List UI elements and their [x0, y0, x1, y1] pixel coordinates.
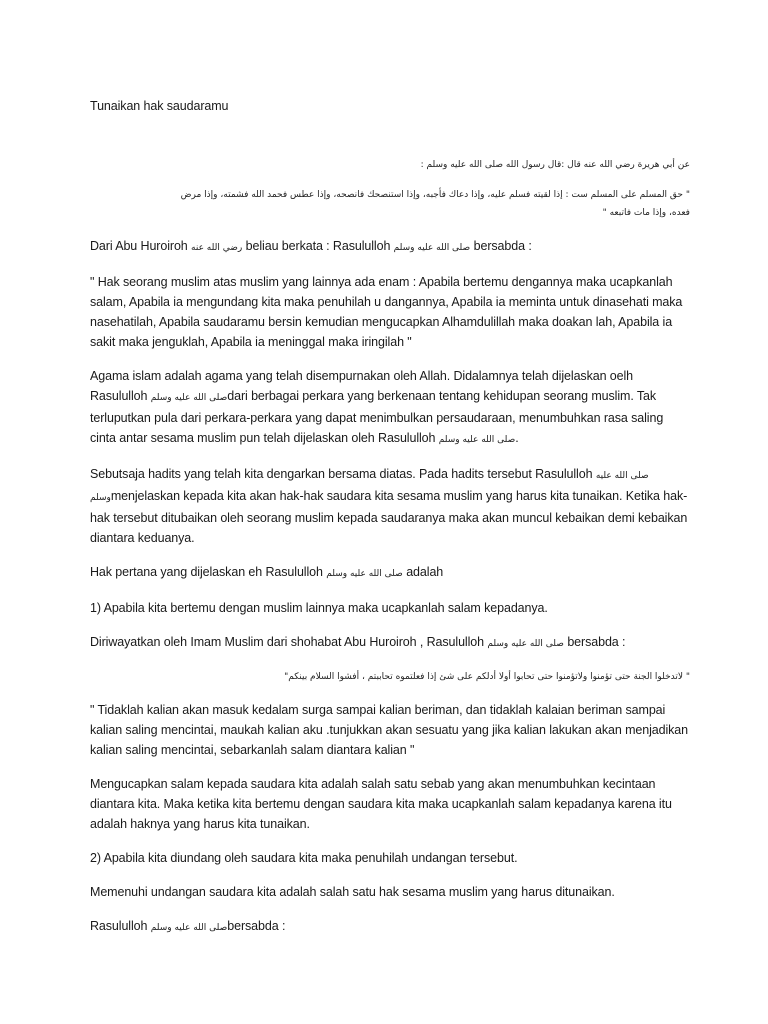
arabic-hadith-block [90, 186, 690, 222]
paragraph-narration-muslim [90, 632, 690, 654]
paragraph-narrator [90, 236, 690, 258]
list-item-1: 1) Apabila kita bertemu dengan muslim lainnya maka ucapkanlah salam kepadanya. [90, 601, 548, 615]
paragraph-first-right [90, 562, 690, 584]
arabic-honorific: صلى الله عليه وسلم [487, 639, 564, 649]
paragraph-invitation: Memenuhi undangan saudara kita adalah salah satu hak sesama muslim yang harus ditunaikan. [90, 885, 615, 899]
arabic-honorific: صلى الله عليه وسلم [90, 471, 649, 503]
paragraph-rasululloh-bersabda [90, 916, 690, 938]
document-body [90, 96, 690, 952]
arabic-honorific: صلى الله عليه وسلم [150, 393, 228, 403]
document-title: Tunaikan hak saudaramu [90, 99, 229, 113]
text-run: Hak pertana yang dijelaskan eh Rasululloh [90, 565, 327, 579]
arabic-hadith-salam: " لاتدخلوا الجنة حتى تؤمنوا ولاتؤمنوا حتى تحابوا أولا أدلكم على شئ إذا فعلتموه تحاببتم ، أفشوا السلام بينكم" [284, 672, 690, 682]
text-run: . [515, 431, 519, 445]
text-run: dari berbagai perkara yang berkenaan tentang kehidupan seorang muslim. Tak terluputkan pula dari perkara-perkara yang dapat menimbulkan persaudaraan, menumbuhkan rasa saling cinta antar sesama muslim pun telah dijelaskan oleh Rasululloh [90, 389, 664, 445]
text-run: Diriwayatkan oleh Imam Muslim dari shohabat Abu Huroiroh , Rasululloh [90, 635, 488, 649]
paragraph-salam-translation: " Tidaklah kalian akan masuk kedalam surga sampai kalian beriman, dan tidaklah kalaian beriman sampai kalian saling mencintai, maukah kalian aku .tunjukkan akan sesuatu yang jika kalian lakukan akan menjadikan kalian saling mencintai, sebarkanlah salam diantara kalian " [90, 703, 689, 757]
text-run: bersabda : [227, 919, 286, 933]
arabic-narration: عن أبي هريرة رضي الله عنه قال :قال رسول الله صلى الله عليه وسلم : [420, 160, 690, 170]
text-run: bersabda : [470, 239, 532, 253]
list-item-2: 2) Apabila kita diundang oleh saudara kita maka penuhilah undangan tersebut. [90, 851, 518, 865]
arabic-honorific: صلى الله عليه وسلم [326, 569, 403, 579]
text-run: Dari Abu Huroiroh [90, 239, 192, 253]
paragraph-salam-explanation: Mengucapkan salam kepada saudara kita adalah salah satu sebab yang akan menumbuhkan kecintaan diantara kita. Maka ketika kita bertemu dengan saudara kita maka ucapkanlah salam kepadanya karena itu adalah haknya yang harus kita tunaikan. [90, 777, 672, 831]
arabic-honorific: رضي الله عنه [191, 243, 243, 253]
text-run: menjelaskan kepada kita akan hak-hak saudara kita sesama muslim yang harus kita tunaikan. Ketika hak-hak tersebut ditubaikan oleh seorang muslim kepada saudaranya maka akan muncul kebaikan demi kebaikan diantara keduanya. [90, 489, 688, 545]
text-run: adalah [402, 565, 444, 579]
text-run: Sebutsaja hadits yang telah kita dengarkan bersama diatas. Pada hadits tersebut Rasululloh [90, 467, 596, 481]
arabic-honorific: صلى الله عليه وسلم [393, 243, 471, 253]
paragraph-explanation [90, 464, 690, 548]
paragraph-religion [90, 366, 690, 450]
text-run: Rasululloh [90, 919, 151, 933]
arabic-hadith-line-1: " حق المسلم على المسلم ست : إذا لقيته فسلم عليه، وإذا دعاك فأجبه، وإذا استنصحك فانصحه، وإذا عطس فحمد الله فشمته، وإذا مرض [180, 190, 690, 200]
text-run: bersabda : [563, 635, 626, 649]
text-run: beliau berkata : Rasululloh [242, 239, 394, 253]
arabic-honorific: صلى الله عليه وسلم [150, 923, 228, 933]
paragraph-hadith-translation: " Hak seorang muslim atas muslim yang lainnya ada enam : Apabila bertemu dengannya maka ucapkanlah salam, Apabila ia mengundang kita maka penuhilah u dangannya, Apabila ia meminta untuk dinasehati maka nasehatilah, Apabila saudaramu bersin kemudian mengucapkan Alhamdulillah maka doakan lah, Apabila ia sakit maka jenguklah, Apabila ia meninggal maka iringilah " [90, 275, 683, 349]
arabic-honorific: صلى الله عليه وسلم [438, 435, 516, 445]
text-run: Agama islam adalah agama yang telah disempurnakan oleh Allah. Didalamnya telah dijelaskan oelh Rasululloh [90, 369, 634, 403]
arabic-hadith-line-2: فعده، وإذا مات فاتبعه " [602, 208, 690, 218]
